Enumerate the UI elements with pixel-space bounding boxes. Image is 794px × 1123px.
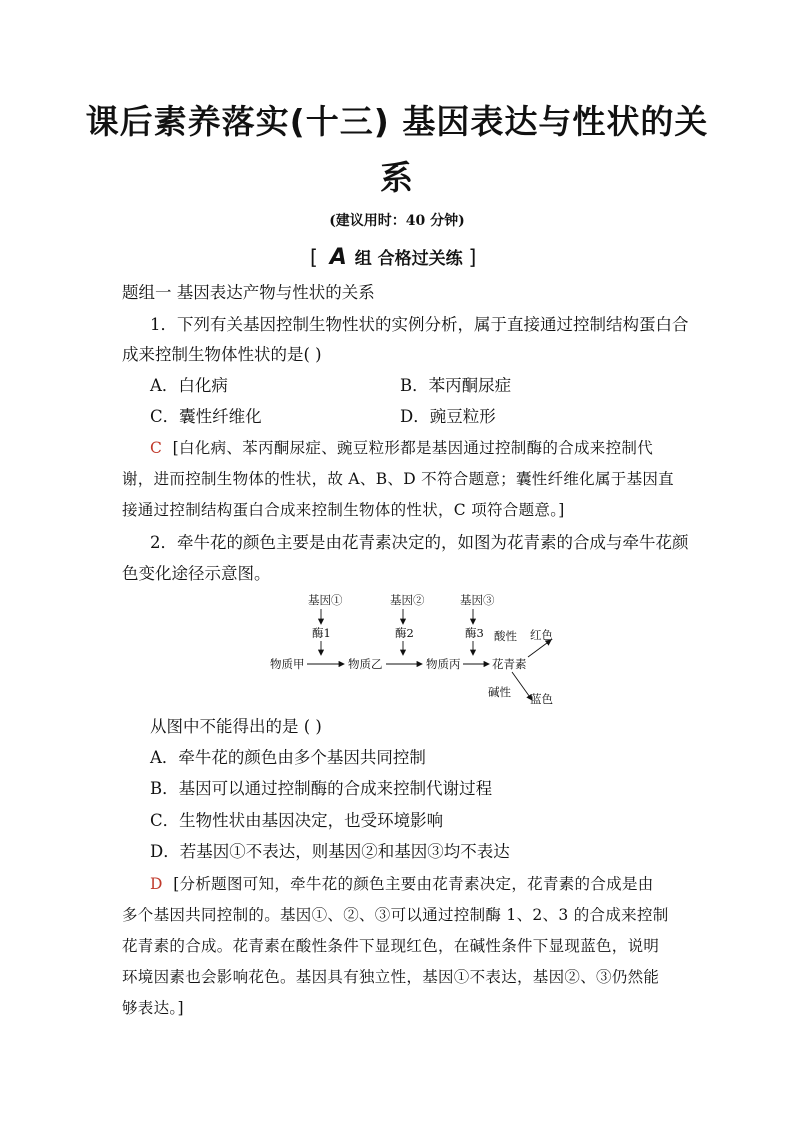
page-title-line1: 课后素养落实(十三) 基因表达与性状的关	[85, 102, 709, 141]
group-bracket-open: [	[310, 245, 318, 269]
alkaline-label: 碱性	[488, 685, 511, 699]
page-title-line2: 系	[380, 158, 414, 197]
group-label: 组 合格过关练	[354, 249, 463, 269]
q1-option-b: B．苯丙酮尿症	[400, 376, 512, 395]
q2-option-b: B．基因可以通过控制酶的合成来控制代谢过程	[150, 779, 493, 798]
group-badge	[310, 244, 476, 270]
group-letter: A	[329, 245, 347, 270]
q2-answer-line5: 够表达。]	[122, 999, 184, 1017]
q1-answer-line1	[150, 436, 653, 460]
q2-option-d: D．若基因①不表达，则基因②和基因③均不表达	[150, 842, 510, 861]
q2-stem-line1: 2．牵牛花的颜色主要是由花青素决定的，如图为花青素的合成与牵牛花颜	[150, 533, 689, 552]
q1-option-d: D．豌豆粒形	[400, 407, 496, 426]
q1-stem-line2: 成来控制生物体性状的是( )	[122, 345, 322, 364]
q2-answer-line2: 多个基因共同控制的。基因①、②、③可以通过控制酶 1、2、3 的合成来控制	[122, 906, 669, 924]
q2-option-a: A．牵牛花的颜色由多个基因共同控制	[150, 748, 426, 767]
q2-answer-letter: D	[150, 875, 163, 893]
suggested-time: (建议用时：40 分钟)	[329, 213, 465, 229]
q2-answer-text1: [分析题图可知，牵牛花的颜色主要由花青素决定，花青素的合成是由	[173, 875, 654, 893]
q1-answer-line3: 接通过控制结构蛋白合成来控制生物体的性状，C 项符合题意。]	[122, 501, 565, 519]
alkali-arrow	[512, 672, 532, 700]
q1-answer-text1: [白化病、苯丙酮尿症、豌豆粒形都是基因通过控制酶的合成来控制代	[172, 439, 653, 457]
q2-answer-line3: 花青素的合成。花青素在酸性条件下显现红色，在碱性条件下显现蓝色，说明	[122, 937, 660, 955]
gene1-label: 基因①	[308, 593, 343, 607]
q2-answer-line4: 环境因素也会影响花色。基因具有独立性，基因①不表达，基因②、③仍然能	[122, 968, 660, 986]
substance-c-label: 物质丙	[426, 657, 461, 671]
q2-answer-line1	[150, 872, 654, 896]
q1-option-c: C．囊性纤维化	[150, 407, 262, 426]
section-heading: 题组一 基因表达产物与性状的关系	[122, 283, 375, 302]
q1-answer-line2: 谢，进而控制生物体的性状，故 A、B、D 不符合题意；囊性纤维化属于基因直	[122, 470, 674, 488]
acid-arrow	[528, 640, 551, 657]
gene3-label: 基因③	[460, 593, 495, 607]
acidic-label: 酸性	[494, 629, 517, 643]
group-bracket-close: ]	[468, 245, 477, 269]
red-label: 红色	[530, 628, 553, 642]
q2-stem-line2: 色变化途径示意图。	[122, 564, 271, 583]
q2-option-c: C．生物性状由基因决定，也受环境影响	[150, 811, 444, 830]
substance-b-label: 物质乙	[348, 657, 383, 671]
gene2-label: 基因②	[390, 593, 425, 607]
pathway-diagram	[260, 588, 590, 710]
blue-label: 蓝色	[530, 692, 553, 706]
q1-answer-letter: C	[150, 439, 163, 457]
q1-option-a: A．白化病	[150, 376, 228, 395]
substance-a-label: 物质甲	[270, 657, 305, 671]
q1-stem-line1: 1．下列有关基因控制生物性状的实例分析，属于直接通过控制结构蛋白合	[150, 315, 689, 334]
enzyme1-label: 酶1	[312, 626, 331, 640]
anthocyanin-label: 花青素	[492, 657, 527, 671]
q2-question: 从图中不能得出的是 ( )	[150, 717, 322, 736]
enzyme3-label: 酶3	[465, 626, 484, 640]
enzyme2-label: 酶2	[395, 626, 414, 640]
